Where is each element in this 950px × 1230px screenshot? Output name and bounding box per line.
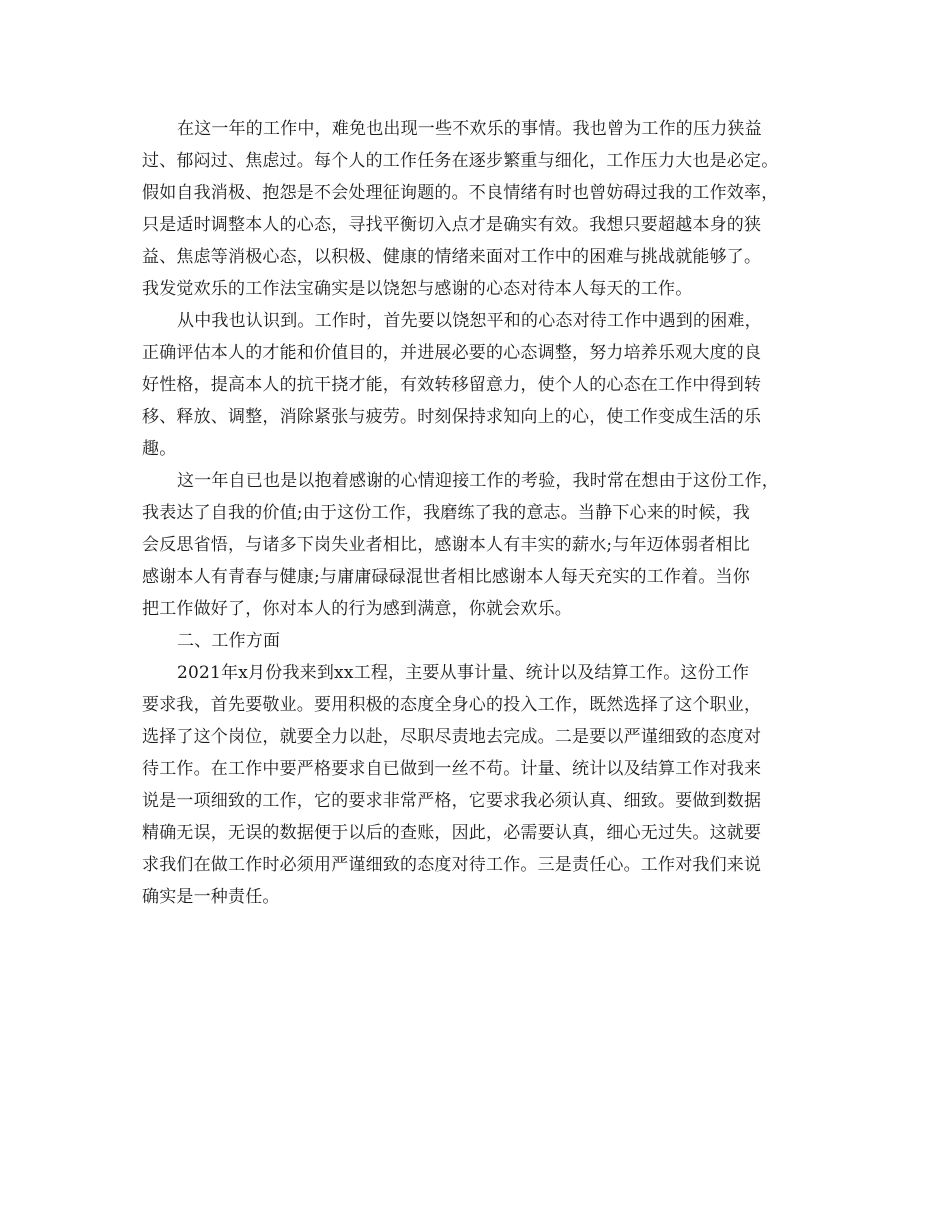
paragraph (142, 657, 822, 913)
text-line: 会反思省悟，与诸多下岗失业者相比，感谢本人有丰实的薪水;与年迈体弱者相比 (142, 535, 750, 555)
text-line: 感谢本人有青春与健康;与庸庸碌碌混世者相比感谢本人每天充实的工作着。当你 (142, 567, 750, 587)
text-line: 我表达了自我的价值;由于这份工作，我磨练了我的意志。当静下心来的时候，我 (142, 503, 750, 523)
text-line: 正确评估本人的才能和价值目的，并进展必要的心态调整，努力培养乐观大度的良 (142, 343, 762, 363)
text-line: 趣。 (142, 439, 177, 459)
text-line: 要求我，首先要敬业。要用积极的态度全身心的投入工作，既然选择了这个职业， (142, 695, 762, 715)
text-line: 待工作。在工作中要严格要求自已做到一丝不苟。计量、统计以及结算工作对我来 (142, 759, 762, 779)
text-line: 过、郁闷过、焦虑过。每个人的工作任务在逐步繁重与细化，工作压力大也是必定。 (142, 151, 779, 171)
text-line: 把工作做好了，你对本人的行为感到满意，你就会欢乐。 (142, 599, 572, 619)
section-heading-text: 二、工作方面 (177, 631, 281, 651)
document-body (142, 113, 822, 913)
text-line: 只是适时调整本人的心态，寻找平衡切入点才是确实有效。我想只要超越本身的狭 (142, 215, 762, 235)
text-line: 在这一年的工作中，难免也出现一些不欢乐的事情。我也曾为工作的压力狭益 (177, 119, 762, 139)
paragraph (142, 305, 822, 465)
text-line: 从中我也认识到。工作时，首先要以饶恕平和的心态对待工作中遇到的困难， (177, 311, 762, 331)
text-line: 选择了这个岗位，就要全力以赴，尽职尽责地去完成。二是要以严谨细致的态度对 (142, 727, 762, 747)
text-line: 确实是一种责任。 (142, 887, 280, 907)
text-line: 这一年自已也是以抱着感谢的心情迎接工作的考验，我时常在想由于这份工作， (177, 471, 779, 491)
text-line: 移、释放、调整，消除紧张与疲劳。时刻保持求知向上的心，使工作变成生活的乐 (142, 407, 762, 427)
text-line: 求我们在做工作时必须用严谨细致的态度对待工作。三是责任心。工作对我们来说 (142, 855, 762, 875)
paragraph (142, 465, 822, 625)
section-heading (142, 625, 822, 657)
text-line: 说是一项细致的工作，它的要求非常严格，它要求我必须认真、细致。要做到数据 (142, 791, 762, 811)
text-line: 我发觉欢乐的工作法宝确实是以饶恕与感谢的心态对待本人每天的工作。 (142, 279, 693, 299)
text-line: 2021年x月份我来到xx工程，主要从事计量、统计以及结算工作。这份工作 (177, 663, 750, 683)
text-line: 假如自我消极、抱怨是不会处理征询题的。不良情绪有时也曾妨碍过我的工作效率， (142, 183, 779, 203)
text-line: 益、焦虑等消极心态，以积极、健康的情绪来面对工作中的困难与挑战就能够了。 (142, 247, 762, 267)
text-line: 好性格，提高本人的抗干挠才能，有效转移留意力，使个人的心态在工作中得到转 (142, 375, 762, 395)
text-line: 精确无误，无误的数据便于以后的查账，因此，必需要认真，细心无过失。这就要 (142, 823, 762, 843)
paragraph (142, 113, 822, 305)
